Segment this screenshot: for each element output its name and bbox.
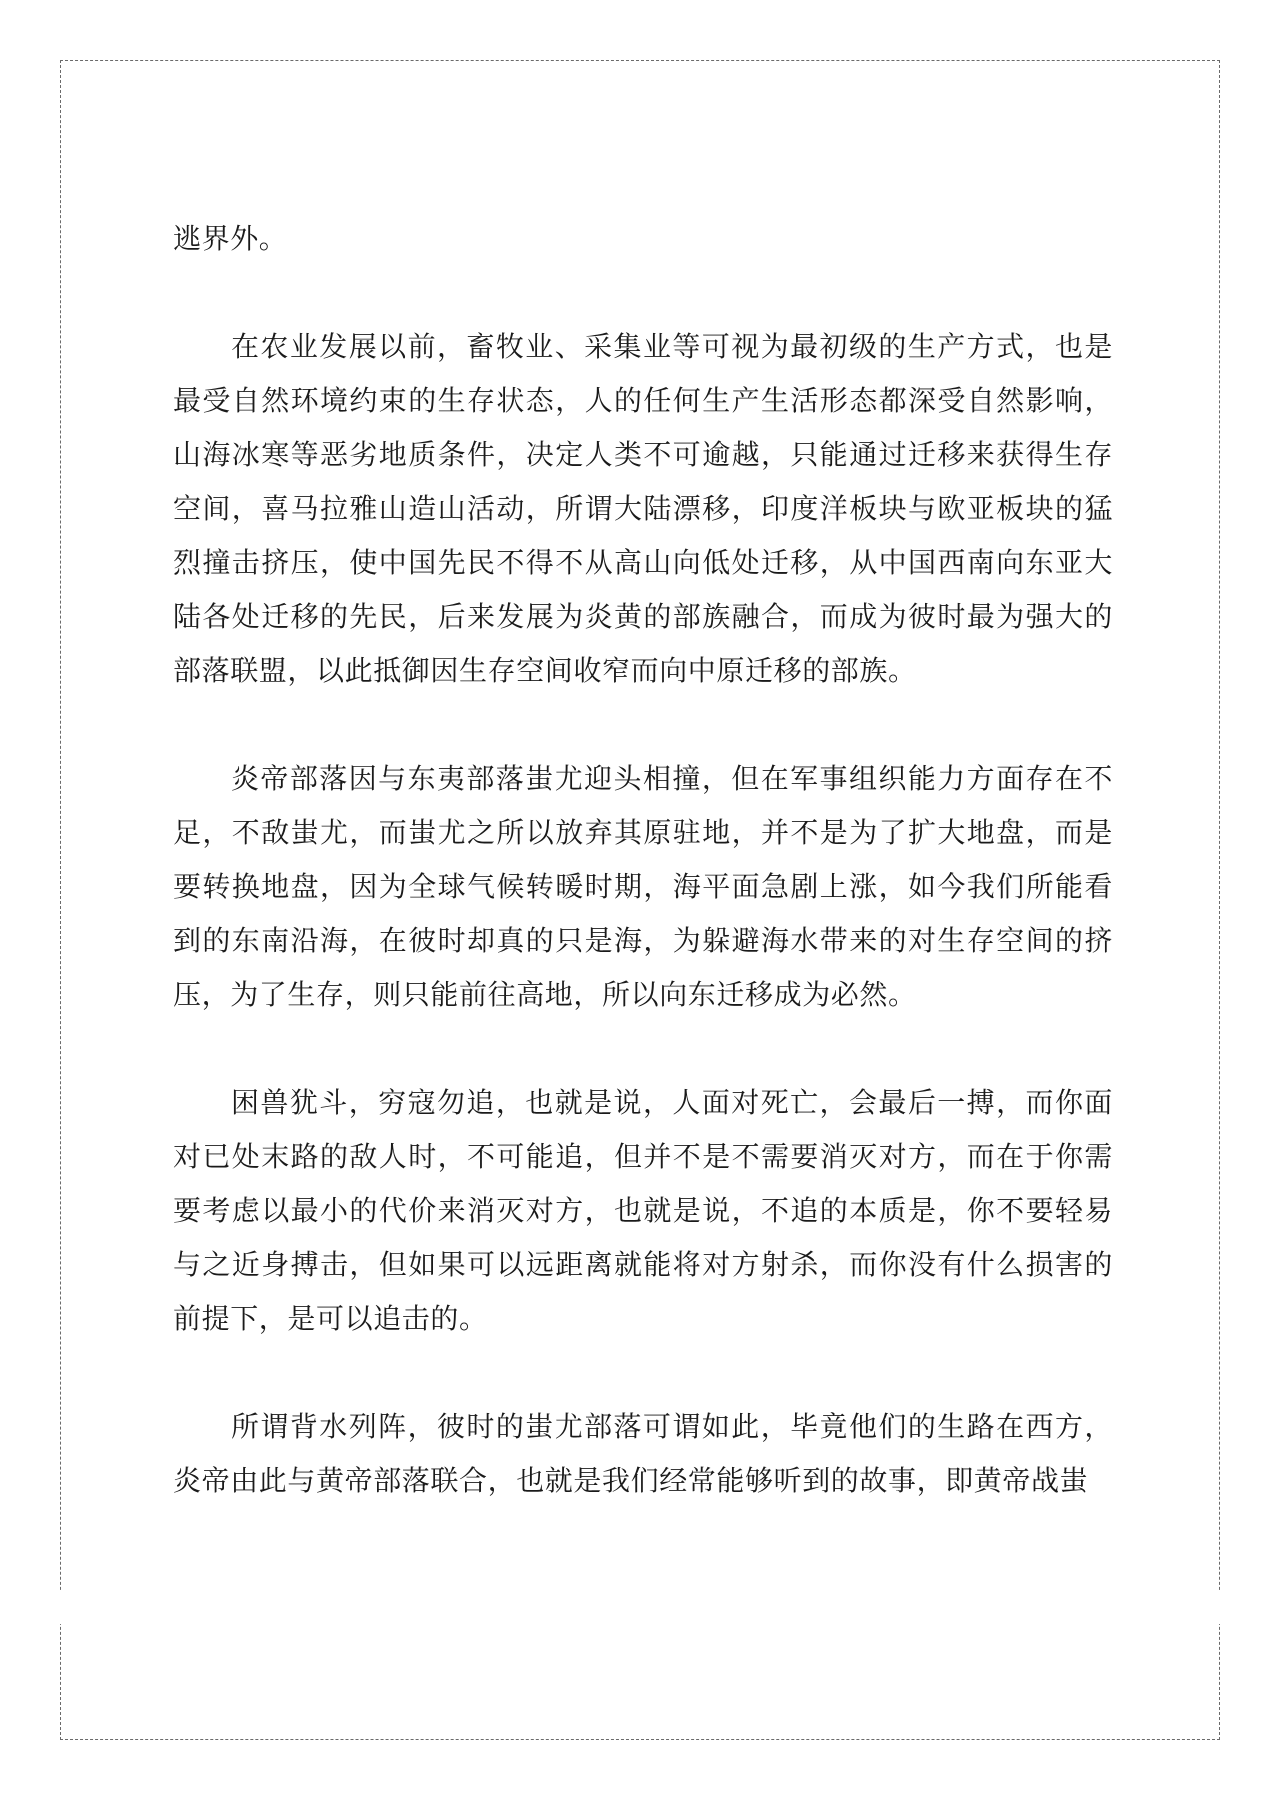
- paragraph-yandi-chiyou: 炎帝部落因与东夷部落蚩尤迎头相撞，但在军事组织能力方面存在不足，不敌蚩尤，而蚩尤之所以放弃其原驻地，并不是为了扩大地盘，而是要转换地盘，因为全球气候转暖时期，海平面急剧上涨，如今我们所能看到的东南沿海，在彼时却真的只是海，为躲避海水带来的对生存空间的挤压，为了生存，则只能前往高地，所以向东迁移成为必然。: [173, 762, 1113, 1011]
- border-gap-left: [52, 1590, 72, 1624]
- paragraph-back-to-water: 所谓背水列阵，彼时的蚩尤部落可谓如此，毕竟他们的生路在西方，炎帝由此与黄帝部落联合，也就是我们经常能够听到的故事，即黄帝战蚩: [173, 1410, 1113, 1497]
- paragraph-agriculture-migration: 在农业发展以前，畜牧业、采集业等可视为最初级的生产方式，也是最受自然环境约束的生存状态，人的任何生产生活形态都深受自然影响，山海冰寒等恶劣地质条件，决定人类不可逾越，只能通过迁移来获得生存空间，喜马拉雅山造山活动，所谓大陆漂移，印度洋板块与欧亚板块的猛烈撞击挤压，使中国先民不得不从高山向低处迁移，从中国西南向东亚大陆各处迁移的先民，后来发展为炎黄的部族融合，而成为彼时最为强大的部落联盟，以此抵御因生存空间收窄而向中原迁移的部族。: [173, 330, 1113, 687]
- paragraph-continuation: 逃界外。: [173, 222, 288, 255]
- paragraph-cornered-beast: 困兽犹斗，穷寇勿追，也就是说，人面对死亡，会最后一搏，而你面对已处末路的敌人时，不可能追，但并不是不需要消灭对方，而在于你需要考虑以最小的代价来消灭对方，也就是说，不追的本质是，你不要轻易与之近身搏击，但如果可以远距离就能将对方射杀，而你没有什么损害的前提下，是可以追击的。: [173, 1086, 1113, 1335]
- border-gap-right: [1210, 1590, 1230, 1624]
- document-body: [173, 212, 1113, 1508]
